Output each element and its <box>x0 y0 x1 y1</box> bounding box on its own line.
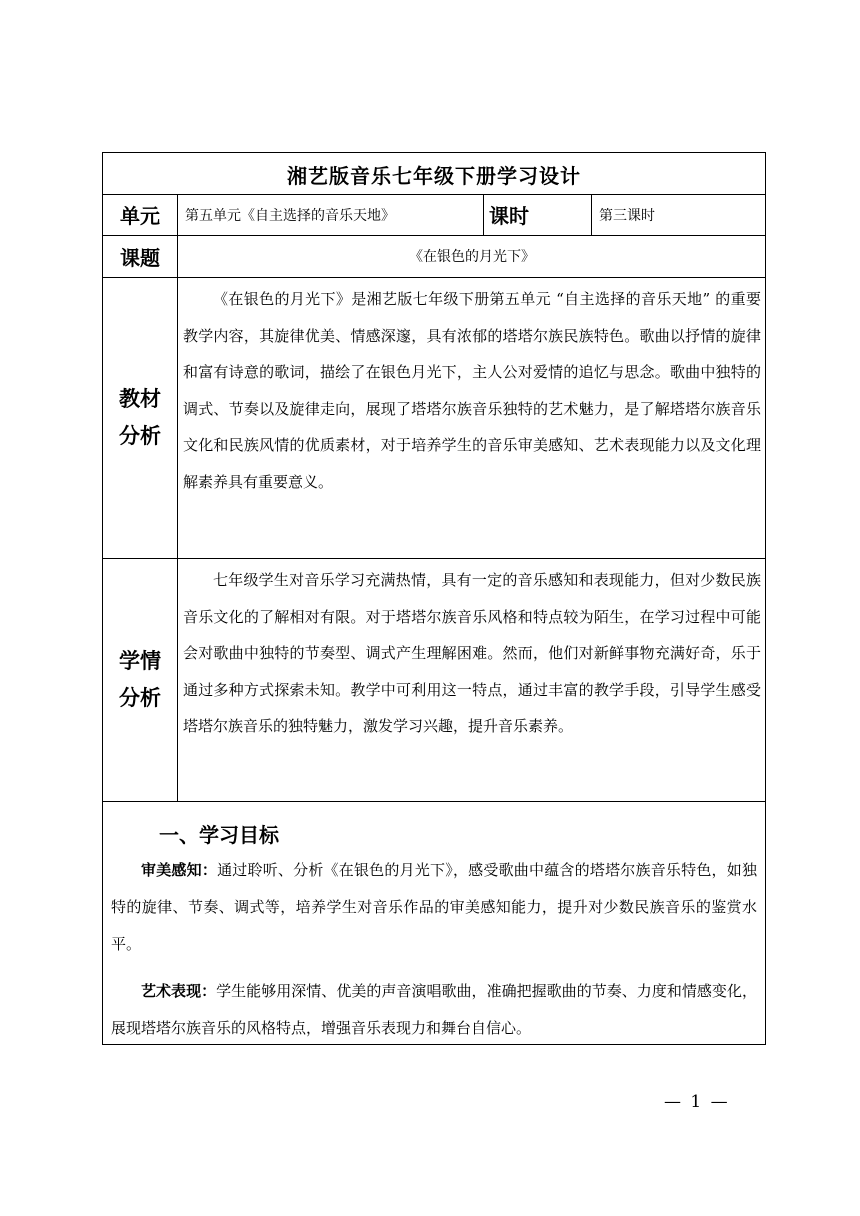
objective-artistic-expression <box>111 973 757 1047</box>
unit-label: 单元 <box>120 204 160 228</box>
student-analysis-text: 七年级学生对音乐学习充满热情，具有一定的音乐感知和表现能力，但对少数民族音乐文化的了解相对有限。对于塔塔尔族音乐风格和特点较为陌生，在学习过程中可能会对歌曲中独特的节奏型、调式产生理解困难。然而，他们对新鲜事物充满好奇，乐于通过多种方式探索未知。教学中可利用这一特点，通过丰富的教学手段，引导学生感受塔塔尔族音乐的独特魅力，激发学习兴趣，提升音乐素养。 <box>183 571 761 735</box>
document-title: 湘艺版音乐七年级下册学习设计 <box>287 163 581 188</box>
objectives-heading: 一、学习目标 <box>159 823 279 847</box>
student-analysis-label <box>103 558 177 801</box>
student-label-line1: 学情 <box>119 648 161 673</box>
objective-2-lead: 艺术表现： <box>141 982 217 1000</box>
student-label-line2: 分析 <box>119 685 161 710</box>
table-row-divider <box>103 801 765 802</box>
unit-value: 第五单元《自主选择的音乐天地》 <box>185 207 395 224</box>
lesson-design-table <box>102 152 766 1045</box>
material-analysis-text: 《在银色的月光下》是湘艺版七年级下册第五单元 “自主选择的音乐天地” 的重要教学内容，其旋律优美、情感深邃，具有浓郁的塔塔尔族民族特色。歌曲以抒情的旋律和富有诗意的歌词，描绘了在银色月光下，主人公对爱情的追忆与思念。歌曲中独特的调式、节奏以及旋律走向，展现了塔塔尔族音乐独特的艺术魅力，是了解塔塔尔族音乐文化和民族风情的优质素材，对于培养学生的音乐审美感知、艺术表现能力以及文化理解素养具有重要意义。 <box>183 290 761 491</box>
objective-1-lead: 审美感知： <box>141 861 218 879</box>
material-label-line1: 教材 <box>119 386 161 411</box>
page-number: — 1 — <box>664 1092 730 1112</box>
topic-value: 《在银色的月光下》 <box>409 249 535 265</box>
period-label: 课时 <box>489 204 529 228</box>
material-analysis-label <box>103 277 177 558</box>
objective-aesthetic-perception <box>111 852 757 963</box>
objective-1-text: 通过聆听、分析《在银色的月光下》，感受歌曲中蕴含的塔塔尔族音乐特色，如独特的旋律、节奏、调式等，培养学生对音乐作品的审美感知能力，提升对少数民族音乐的鉴赏水平。 <box>111 861 757 953</box>
period-value: 第三课时 <box>599 207 655 224</box>
objective-2-text: 学生能够用深情、优美的声音演唱歌曲，准确把握歌曲的节奏、力度和情感变化，展现塔塔尔族音乐的风格特点，增强音乐表现力和舞台自信心。 <box>111 982 757 1037</box>
material-label-line2: 分析 <box>119 423 161 448</box>
topic-label: 课题 <box>120 245 160 270</box>
